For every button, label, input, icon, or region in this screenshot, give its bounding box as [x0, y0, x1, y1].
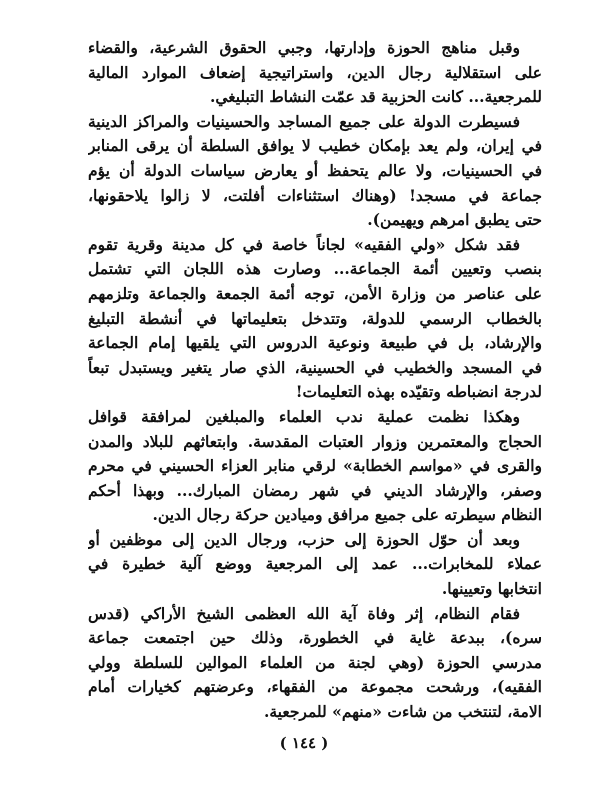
- text-line: حتى يطبق امرهم ويهيمن).: [367, 210, 542, 230]
- text-line: فسيطرت الدولة على جميع المساجد والحسينيات والمراكز الدينية: [88, 111, 520, 131]
- text-line: وصفر، والإرشاد الديني في شهر رمضان المبارك... وبهذا أحكم: [88, 480, 542, 500]
- text-line: وبعد أن حوّل الحوزة إلى حزب، ورجال الدين إلى موظفين أو: [88, 529, 520, 549]
- text-line: في الحسينيات، ولا عالم يتحفظ أو يعارض سياسات الدولة أن يؤم: [88, 160, 542, 180]
- text-line: فقام النظام، إثر وفاة آية الله العظمى الشيخ الأراكي (قدس: [88, 603, 520, 623]
- text-line: في المسجد والخطيب في الحسينية، الذي صار يتغير ويستبدل تبعاً: [88, 357, 542, 377]
- text-line: بالخطاب الرسمي للدولة، وتتدخل بتعليماتها في أنشطة التبليغ: [88, 308, 542, 328]
- text-line: النظام سيطرته على جميع مرافق وميادين حركة رجال الدين.: [152, 505, 542, 525]
- text-line: عملاء للمخابرات... عمد إلى المرجعية ووضع آلية خطيرة في: [88, 554, 542, 574]
- text-line: الفقيه)، ورشحت مجموعة من الفقهاء، وعرضتهم كخيارات أمام: [88, 677, 542, 697]
- page-number: ( ١٤٤ ): [279, 734, 329, 752]
- text-line: على استقلالية رجال الدين، واستراتيجية إضعاف الموارد المالية: [88, 62, 542, 82]
- text-line: لدرجة انضباطه وتقيّده بهذه التعليمات!: [295, 382, 542, 402]
- text-line: فقد شكل «ولي الفقيه» لجاناً خاصة في كل مدينة وقرية تقوم: [88, 234, 520, 254]
- text-line: وهكذا نظمت عملية ندب العلماء والمبلغين لمرافقة قوافل: [88, 406, 520, 426]
- text-line: للمرجعية... كانت الحزبية قد عمّت النشاط التبليغي.: [209, 87, 542, 107]
- text-line: سره)، ببدعة غاية في الخطورة، وذلك حين اجتمعت جماعة: [88, 628, 542, 648]
- text-line: وقبل مناهج الحوزة وإدارتها، وجبي الحقوق الشرعية، والقضاء: [88, 38, 520, 57]
- text-line: مدرسي الحوزة (وهي لجنة من العلماء الموالين للسلطة وولي: [88, 652, 542, 672]
- text-line: والقرى في «مواسم الخطابة» لرقي منابر العزاء الحسيني في محرم: [88, 456, 542, 476]
- text-line: في إيران، ولم يعد بإمكان خطيب لا يوافق السلطة أن يرقى المنابر: [88, 136, 542, 156]
- text-line: والإرشاد، بل في طبيعة ونوعية الدروس التي يلقيها إمام الجماعة: [88, 333, 542, 353]
- text-line: انتخابها وتعيينها.: [441, 579, 542, 599]
- text-line: الامة، لتنتخب من شاءت «منهم» للمرجعية.: [263, 702, 542, 722]
- text-line: بنصب وتعيين أئمة الجماعة... وصارت هذه اللجان التي تشتمل: [88, 259, 542, 279]
- body-text: [88, 36, 542, 725]
- text-line: الحجاج والمعتمرين وزوار العتبات المقدسة. وابتعاثهم للبلاد والمدن: [88, 431, 542, 451]
- text-line: على عناصر من وزارة الأمن، توجه أئمة الجمعة والجماعة وتلزمهم: [88, 283, 542, 303]
- text-line: جماعة في مسجد! (وهناك استثناءات أفلتت، لا زالوا يلاحقونها،: [88, 185, 542, 205]
